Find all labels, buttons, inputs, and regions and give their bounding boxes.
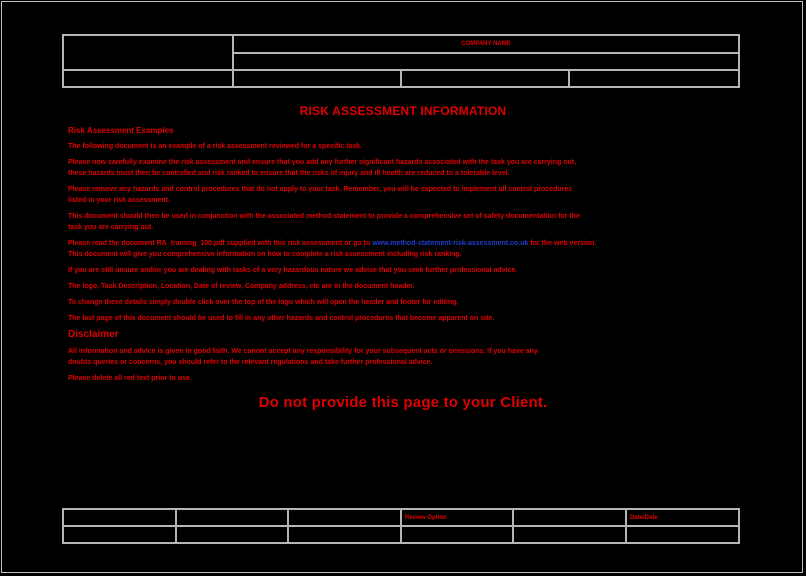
- readme-line: [68, 238, 738, 249]
- logo-cell: [63, 35, 233, 70]
- company-name: COMPANY NAME: [233, 35, 739, 53]
- paragraph: [68, 141, 738, 152]
- paragraph: [68, 157, 738, 179]
- readme-text-after: for the web version.: [528, 240, 597, 247]
- website-link[interactable]: www.method-statement-risk-assessment.co.uk: [372, 240, 529, 247]
- document-footer-table: [62, 508, 740, 544]
- readme-text: Please read the document RA_training_100.pdf supplied with this risk assessment or go to: [68, 240, 373, 247]
- readme-paragraph: [68, 238, 738, 260]
- footer-cell: [513, 509, 626, 526]
- client-warning: Do not provide this page to your Client.: [258, 394, 548, 411]
- paragraph: The last page of this document should be used to fill in any other hazards and control procedures that become apparent on site.: [68, 315, 495, 322]
- paragraph-line: doubts queries or concerns, you should refer to the relevant regulations and take further professional advice.: [68, 359, 433, 366]
- paragraph: If you are still unsure and/or you are dealing with tasks of a very hazardous nature we advise that you seek further professional advice.: [68, 267, 518, 274]
- subheading: Risk Assessment Examples: [68, 126, 174, 135]
- footer-cell: [63, 509, 176, 526]
- disclaimer-paragraph: [68, 346, 738, 368]
- paragraph: [68, 211, 738, 233]
- document-body: [68, 104, 738, 411]
- footer-cell: [626, 526, 739, 543]
- disclaimer-title: Disclaimer: [68, 329, 119, 340]
- paragraph-line: Please remove any hazards and control procedures that do not apply to your task. Remember, you will be expected to implement all control procedures: [68, 186, 573, 193]
- header-cell: [401, 70, 569, 87]
- footer-cell: [513, 526, 626, 543]
- footer-cell: [288, 526, 401, 543]
- date-label: Date/Date: [626, 509, 739, 526]
- paragraph: [68, 184, 738, 206]
- header-cell: [63, 70, 233, 87]
- paragraph-line: All information and advice is given in good faith. We cannot accept any responsibility for your subsequent acts or omissions. If you have any: [68, 348, 538, 355]
- paragraph-line: The following document is an example of a risk assessment reviewed for a specific task.: [68, 143, 363, 150]
- footer-cell: [176, 509, 288, 526]
- paragraph-line: task you are carrying out.: [68, 224, 154, 231]
- paragraph: The logo, Task Description, Location, Date of review, Company address, etc are in the document header.: [68, 283, 415, 290]
- footer-cell: [401, 526, 513, 543]
- footer-cell: [63, 526, 176, 543]
- paragraph-line: This document will give you comprehensive information on how to complete a risk assessment including risk ranking.: [68, 251, 462, 258]
- paragraph: To change these details simply double click over the top of the logo which will open the header and footer for editing.: [68, 299, 459, 306]
- review-label: Review Option: [401, 509, 513, 526]
- footer-cell: [176, 526, 288, 543]
- paragraph-line: listed in your risk assessment.: [68, 197, 170, 204]
- task-description-cell: [233, 53, 739, 70]
- header-cell: [569, 70, 739, 87]
- footer-cell: [288, 509, 401, 526]
- delete-note: Please delete all red text prior to use.: [68, 375, 192, 382]
- paragraph-line: This document should then be used in conjunction with the associated method statement to provide a comprehensive set of safety documentation for the: [68, 213, 580, 220]
- header-cell: [233, 70, 401, 87]
- document-title: RISK ASSESSMENT INFORMATION: [299, 104, 507, 118]
- document-header-table: [62, 34, 740, 88]
- paragraph-line: Please now carefully examine the risk assessment and ensure that you add any further significant hazards associated with the task you are carrying out,: [68, 159, 577, 166]
- paragraph-line: these hazards must then be controlled and risk ranked to ensure that the risks of injury and ill health are reduced to a tolerable level.: [68, 170, 510, 177]
